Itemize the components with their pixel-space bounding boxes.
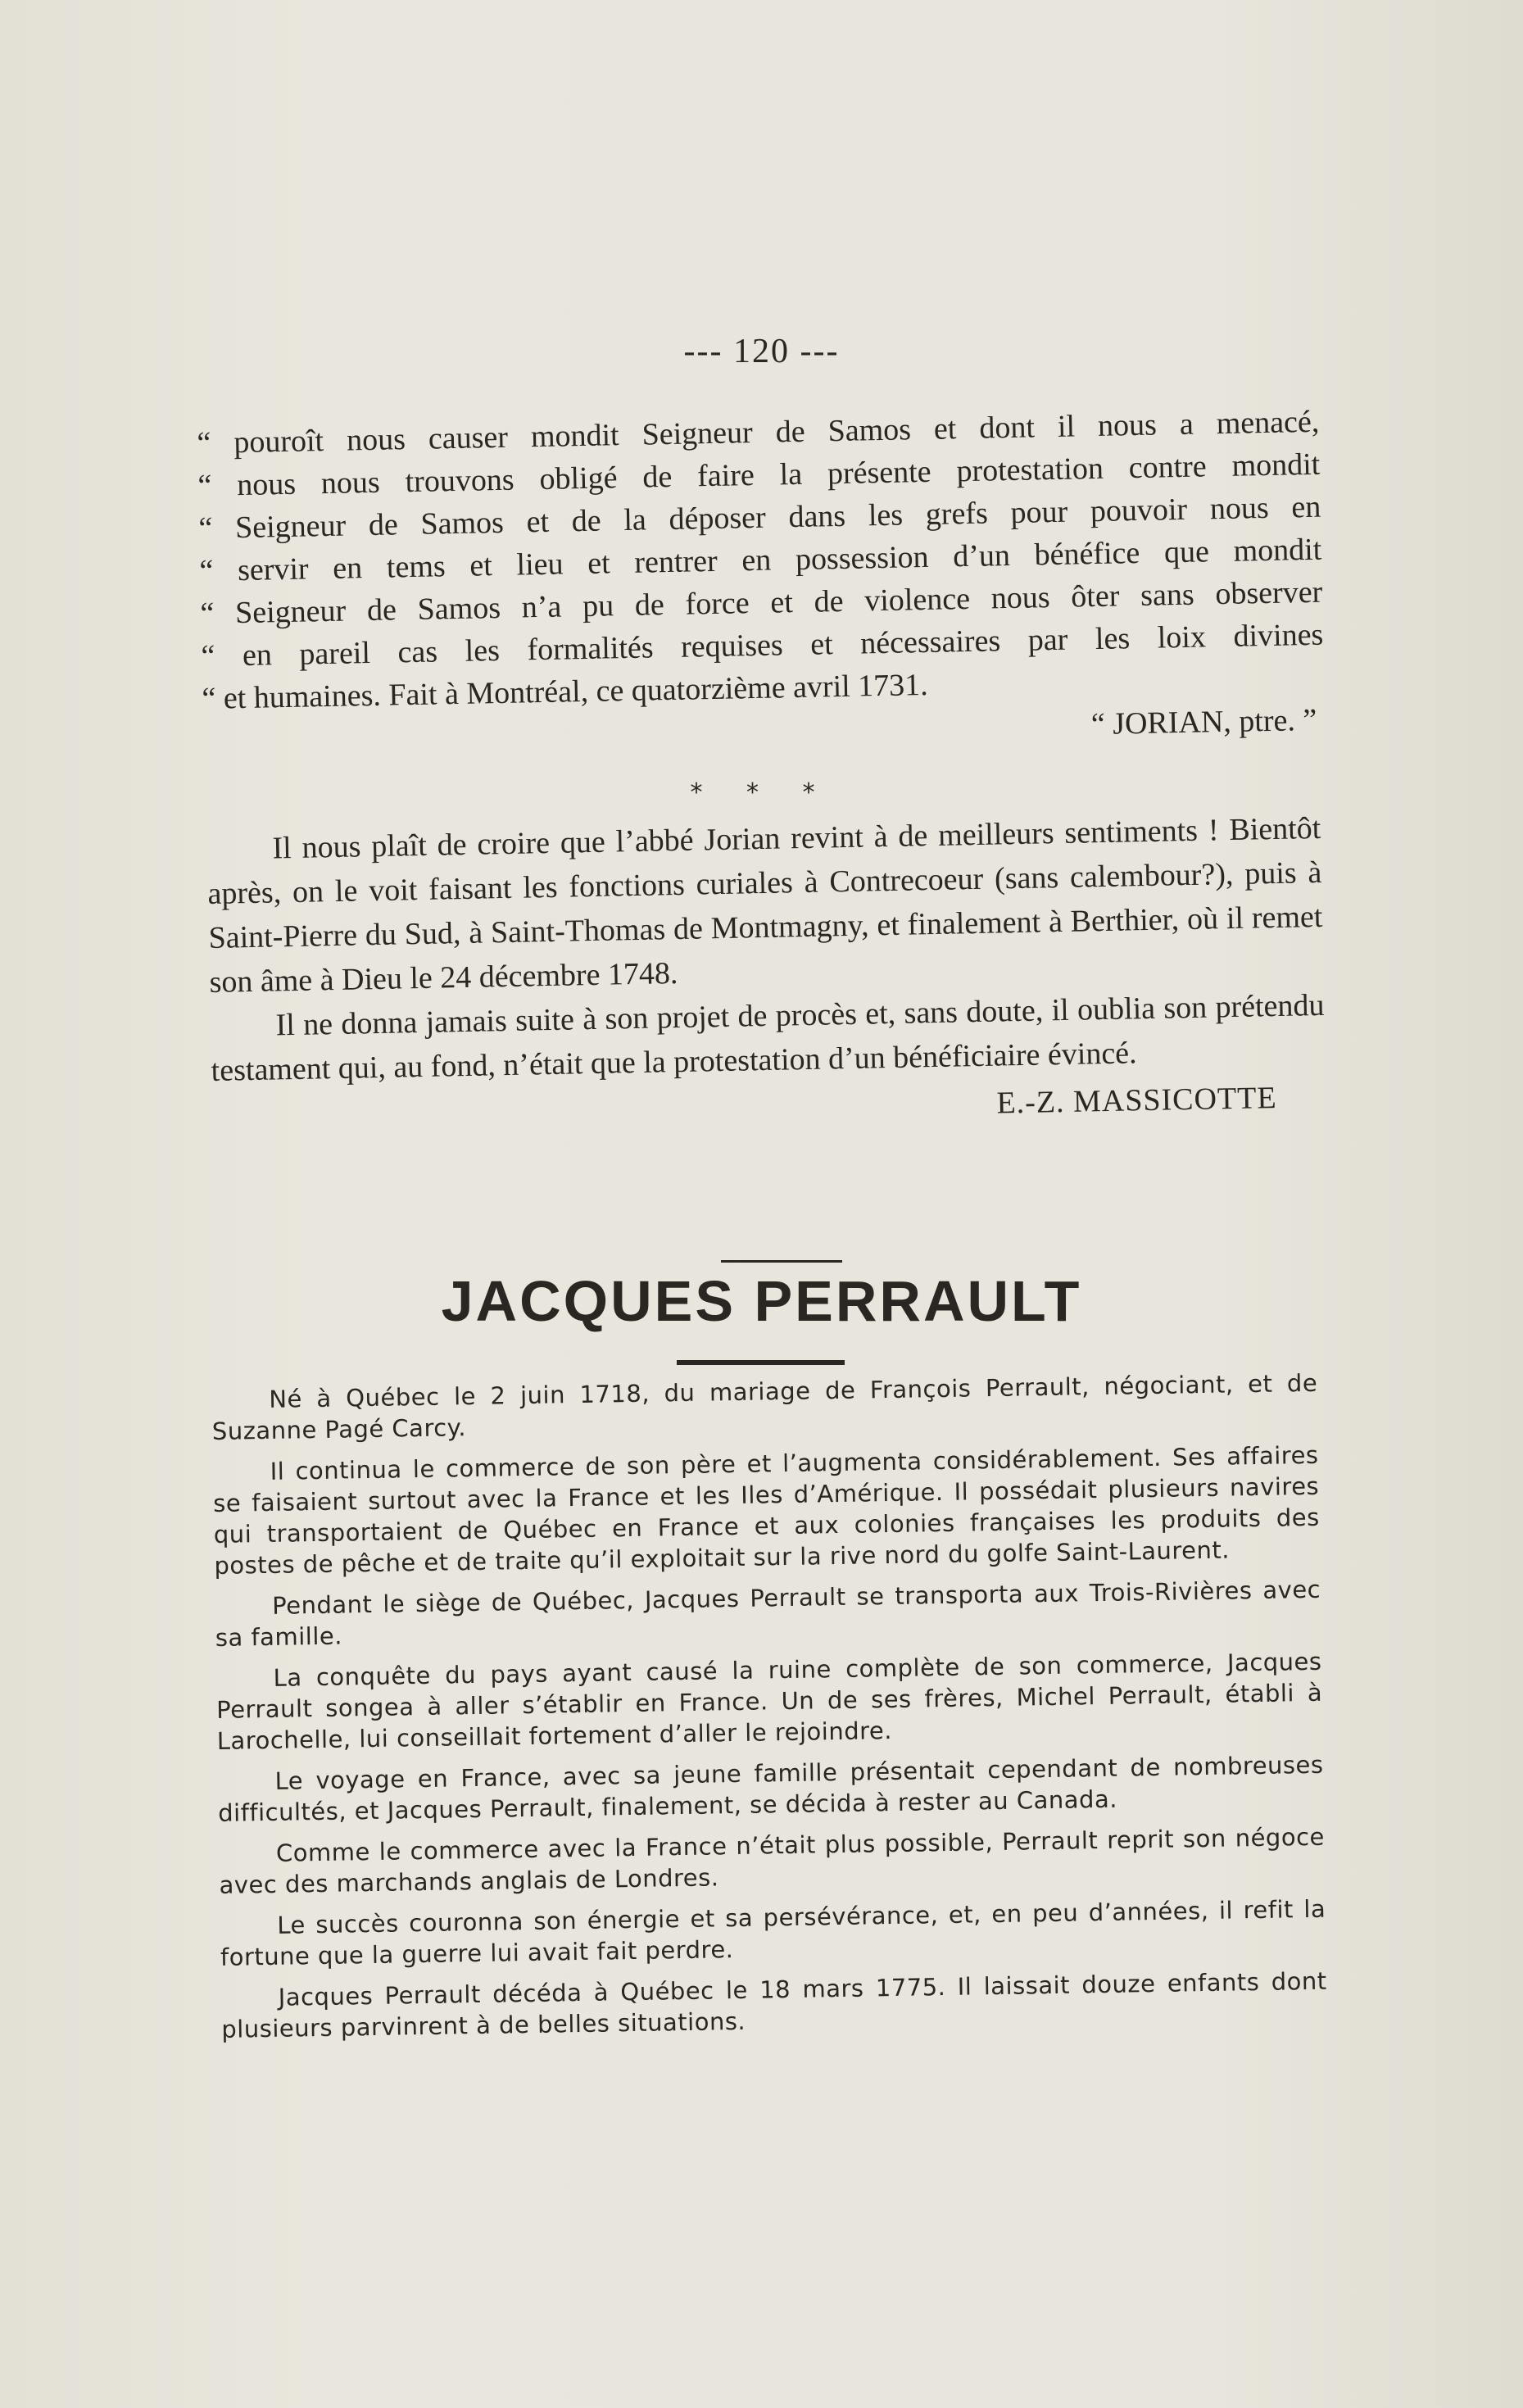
section-separator: * * *: [690, 778, 833, 807]
heading-rule-bottom: [677, 1360, 845, 1365]
quote-line: “ nous nous trouvons obligé de faire la présente protestation contre mondit: [197, 447, 1321, 503]
quote-line: “ en pareil cas les formalités requises et nécessaires par les loix divines: [201, 617, 1324, 673]
quote-line: “ Seigneur de Samos n’a pu de force et de violence nous ôter sans observer: [200, 574, 1323, 631]
quote-signature: “ JORIAN, ptre. ”: [1090, 702, 1317, 742]
bio-paragraph: Pendant le siège de Québec, Jacques Perrault se transporta aux Trois-Rivières avec sa famille.: [215, 1575, 1321, 1652]
bio-paragraph: Né à Québec le 2 juin 1718, du mariage de François Perrault, négociant, et de Suzanne Pagé Carcy.: [211, 1368, 1318, 1445]
quote-line: “ et humaines. Fait à Montréal, ce quatorzième avril 1731.: [202, 667, 929, 716]
quote-line: “ servir en tems et lieu et rentrer en possession d’un bénéfice que mondit: [199, 532, 1322, 588]
heading-rule-top: [721, 1260, 842, 1263]
bio-paragraph: Le succès couronna son énergie et sa persévérance, et, en peu d’années, il refit la fortune que la guerre lui avait fait perdre.: [220, 1894, 1326, 1971]
article-paragraph: Il nous plaît de croire que l’abbé Jorian revint à de meilleurs sentiments ! Bientôt après, on le voit faisant les fonctions curiales à Contrecoeur (sans calembour?), puis à Saint-Pierre du Sud, à Saint-Thomas de Montmagny, et finalement à Berthier, où il remet son âme à Dieu le 24 décembre 1748.: [207, 810, 1323, 1000]
quote-line: “ Seigneur de Samos et de la déposer dans les grefs pour pouvoir nous en: [198, 489, 1321, 546]
article-body: [206, 806, 1326, 1141]
bio-paragraph: Le voyage en France, avec sa jeune famille présentait cependant de nombreuses difficultés, et Jacques Perrault, finalement, se décida à rester au Canada.: [217, 1750, 1324, 1827]
bio-paragraph: Il continua le commerce de son père et l’augmenta considérablement. Ses affaires se faisaient surtout avec la France et les Iles d’Amérique. Il possédait plusieurs navires qui transportaient de Québec en France et aux colonies françaises les produits des postes de pêche et de traite qu’il exploitait sur la rive nord du golfe Saint-Laurent.: [213, 1440, 1320, 1580]
article-paragraph: Il ne donna jamais suite à son projet de procès et, sans doute, il oublia son prétendu testament qui, au fond, n’était que la protestation d’un bénéficiaire évincé.: [211, 987, 1325, 1088]
quote-line: “ pouroît nous causer mondit Seigneur de Samos et dont il nous a menacé,: [197, 404, 1320, 460]
quoted-protestation: [197, 401, 1326, 763]
page-number: --- 120 ---: [683, 333, 840, 370]
bio-paragraph: Jacques Perrault décéda à Québec le 18 mars 1775. Il laissait douze enfants dont plusieurs parvinrent à de belles situations.: [221, 1966, 1327, 2043]
biography-body: [211, 1367, 1328, 2055]
article-author: E.-Z. MASSICOTTE: [996, 1080, 1277, 1121]
bio-paragraph: La conquête du pays ayant causé la ruine complète de son commerce, Jacques Perrault songea à aller s’établir en France. Un de ses frères, Michel Perrault, établi à Larochelle, lui conseillait fortement d’aller le rejoindre.: [215, 1647, 1323, 1755]
section-heading: JACQUES PERRAULT: [441, 1269, 1082, 1333]
bio-paragraph: Comme le commerce avec la France n’était plus possible, Perrault reprit son négoce avec des marchands anglais de Londres.: [219, 1822, 1326, 1899]
